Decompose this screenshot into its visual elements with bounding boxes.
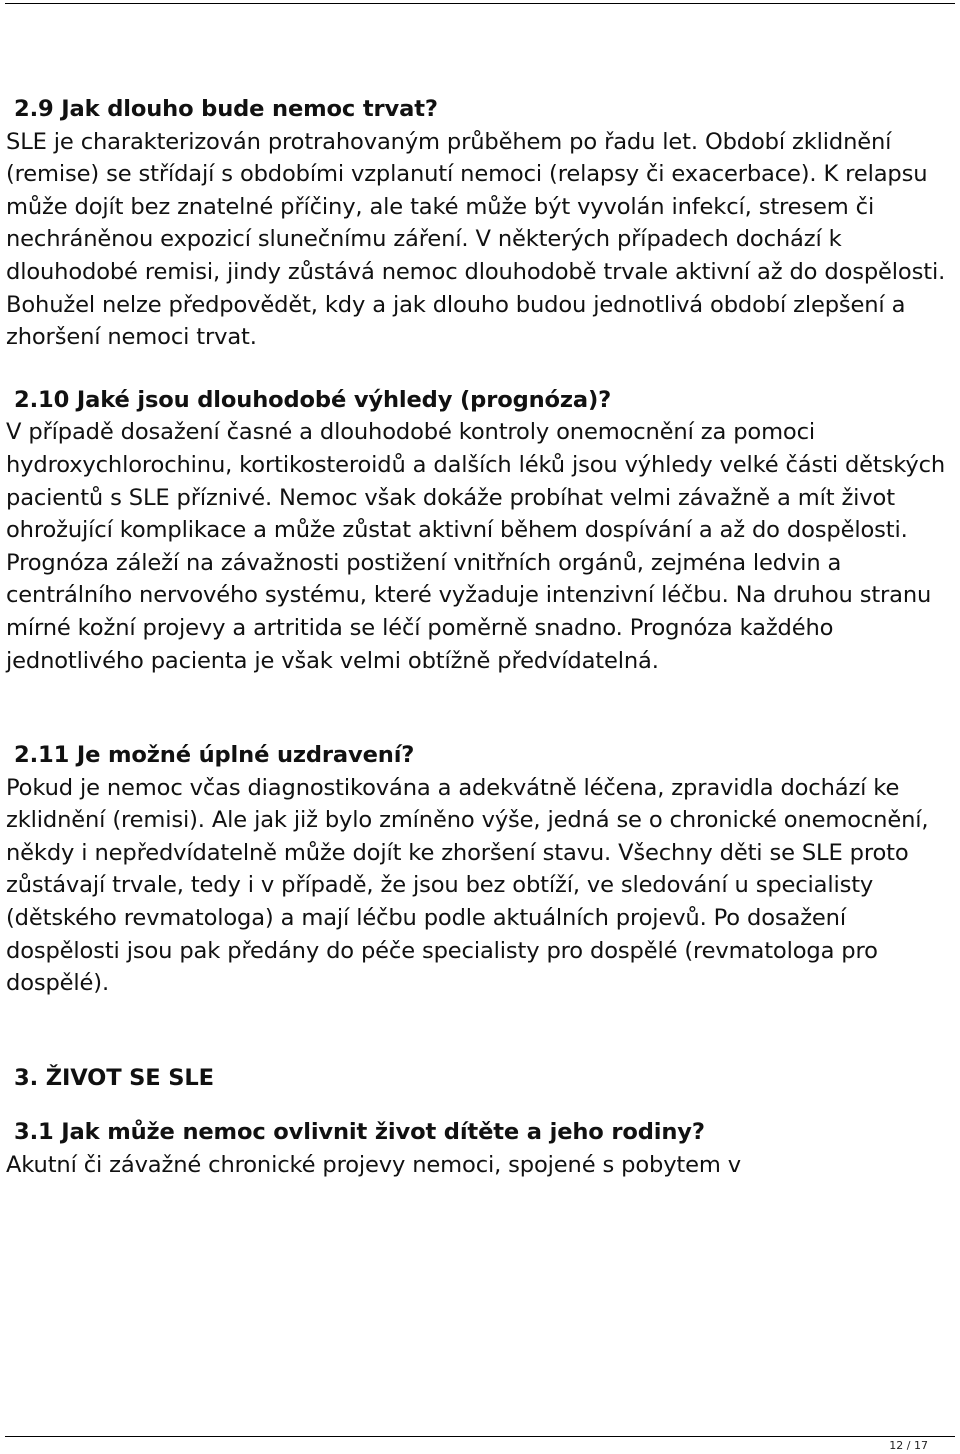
document-page xyxy=(6,93,956,1182)
section-heading: 2.11 Je možné úplné uzdravení? xyxy=(14,742,415,769)
section-paragraph: Akutní či závažné chronické projevy nemoci, spojené s pobytem v xyxy=(6,1152,741,1179)
page-number: 12 / 17 xyxy=(889,1439,928,1452)
bottom-rule xyxy=(5,1436,955,1437)
section-paragraph: SLE je charakterizován protrahovaným průběhem po řadu let. Období zklidnění (remise) se střídají s obdobími vzplanutí nemoci (relapsy či exacerbace). K relapsu může dojít bez znatelné příčiny, ale také může být vyvolán infekcí, stresem či nechráněnou expozicí slunečnímu záření. V některých případech dochází k dlouhodobé remisi, jindy zůstává nemoc dlouhodobě trvale aktivní až do dospělosti. Bohužel nelze předpovědět, kdy a jak dlouho budou jednotlivá období zlepšení a zhoršení nemoci trvat. xyxy=(6,128,946,351)
section-2-9 xyxy=(6,93,956,354)
section-2-10 xyxy=(6,384,956,677)
chapter-heading: 3. ŽIVOT SE SLE xyxy=(14,1064,214,1091)
section-paragraph: V případě dosažení časné a dlouhodobé kontroly onemocnění za pomoci hydroxychlorochinu, kortikosteroidů a dalších léků jsou výhledy velké části dětských pacientů s SLE příznivé. Nemoc však dokáže probíhat velmi závažně a mít život ohrožující komplikace a může zůstat aktivní během dospívání a až do dospělosti. xyxy=(6,419,946,544)
top-rule xyxy=(5,3,955,4)
section-paragraph: Pokud je nemoc včas diagnostikována a adekvátně léčena, zpravidla dochází ke zklidnění (remisi). Ale jak již bylo zmíněno výše, jedná se o chronické onemocnění, někdy i nepředvídatelně může dojít ke zhoršení stavu. Všechny děti se SLE proto zůstávají trvale, tedy i v případě, že jsou bez obtíží, ve sledování u specialisty (dětského revmatologa) a mají léčbu podle aktuálních projevů. Po dosažení dospělosti jsou pak předány do péče specialisty pro dospělé (revmatologa pro dospělé). xyxy=(6,774,929,997)
section-3-1 xyxy=(6,1116,956,1181)
section-paragraph: Prognóza záleží na závažnosti postižení vnitřních orgánů, zejména ledvin a centrálního nervového systému, které vyžaduje intenzivní léčbu. Na druhou stranu mírné kožní projevy a artritida se léčí poměrně snadno. Prognóza každého jednotlivého pacienta je však velmi obtížně předvídatelná. xyxy=(6,549,932,674)
section-heading: 2.10 Jaké jsou dlouhodobé výhledy (prognóza)? xyxy=(14,386,612,413)
section-heading: 3.1 Jak může nemoc ovlivnit život dítěte a jeho rodiny? xyxy=(14,1119,705,1146)
section-2-11 xyxy=(6,739,956,1000)
section-heading: 2.9 Jak dlouho bude nemoc trvat? xyxy=(14,96,438,122)
